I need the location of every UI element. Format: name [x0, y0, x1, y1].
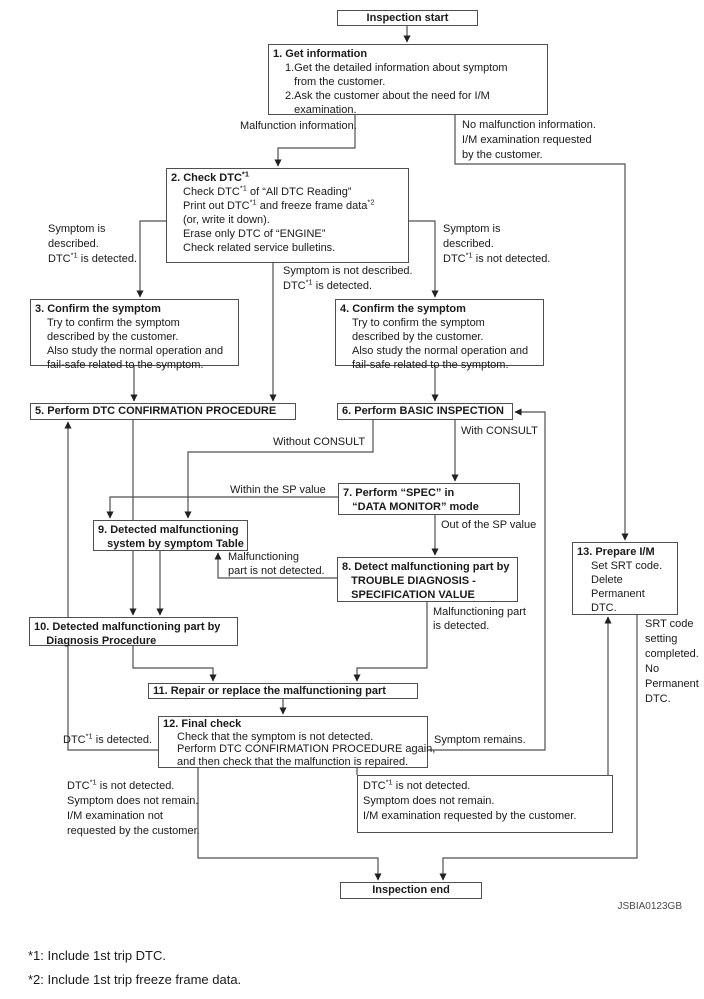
node-body: [35, 316, 234, 372]
node-title: 1. Get information: [273, 48, 368, 60]
flow-node-spec-data-monitor: [338, 483, 520, 515]
text-line: Symptom is: [48, 223, 106, 235]
node-body: [343, 486, 515, 514]
text-line: part is not detected.: [228, 565, 325, 577]
text-line: completed.: [645, 648, 699, 660]
text-line: and then check that the malfunction is repaired.: [177, 755, 409, 768]
node-title: 3. Confirm the symptom: [35, 303, 161, 315]
flow-node-dtc-confirmation-procedure: [30, 403, 296, 420]
text-line: Permanent: [591, 588, 645, 600]
text-line: Permanent: [645, 678, 699, 690]
flow-node-diagnosis-procedure: [29, 617, 238, 646]
edge-label-malfunction-information: Malfunction information.: [240, 120, 357, 132]
node-body: [340, 316, 539, 372]
flow-node-confirm-symptom-3: [30, 299, 239, 371]
flow-node-final-check: [158, 716, 436, 768]
text-line: 10. Detected malfunctioning part by: [34, 621, 221, 633]
text-line: Try to confirm the symptom: [352, 317, 485, 329]
text-line: SPECIFICATION VALUE: [342, 589, 475, 601]
text-line: by the customer.: [462, 149, 543, 161]
edge-label-malfunctioning-part-detected: [433, 605, 526, 633]
text-line: TROUBLE DIAGNOSIS -: [342, 575, 476, 587]
edge-label-within-sp-value: Within the SP value: [230, 484, 326, 496]
footnote-2: *2: Include 1st trip freeze frame data.: [28, 972, 242, 987]
text-line: described.: [48, 238, 99, 250]
node-title: 2. Check DTC$^{*1}$: [171, 169, 250, 184]
edge-label-srt-code-setting-completed: [645, 617, 699, 707]
flow-node-symptom-table: [93, 520, 248, 551]
text-line: I/M examination requested by the customer.: [363, 810, 577, 822]
flow-node-repair-replace: [148, 683, 418, 699]
text-line: described by the customer.: [352, 331, 484, 343]
text-line: fail-safe related to the symptom.: [352, 359, 509, 371]
text-line: SRT code: [645, 618, 694, 630]
text-line: Check that the symptom is not detected.: [177, 730, 374, 743]
text-line: Malfunctioning part: [433, 606, 526, 618]
text-line: DTC.: [645, 693, 671, 705]
edge-label-dtc-detected: DTC$^{*1}$ is detected.: [63, 731, 153, 746]
node-body: [98, 523, 243, 551]
text-line: 8. Detect malfunctioning part by: [342, 561, 510, 573]
text-line: requested by the customer.: [67, 825, 200, 837]
text-line: examination.: [285, 104, 357, 116]
node-title: 11. Repair or replace the malfunctioning part: [153, 685, 386, 697]
edge-label-symptom-described-dtc-not-detected: [443, 222, 550, 267]
text-line: described.: [443, 238, 494, 250]
node-title: 5. Perform DTC CONFIRMATION PROCEDURE: [35, 405, 277, 417]
text-line: (or, write it down).: [183, 214, 270, 226]
node-title: 13. Prepare I/M: [577, 546, 655, 558]
text-line: Diagnosis Procedure: [34, 635, 157, 647]
text-line: Perform DTC CONFIRMATION PROCEDURE again,: [177, 743, 436, 755]
text-line: fail-safe related to the symptom.: [47, 359, 204, 371]
text-line: DTC$^{*1}$ is detected.: [283, 277, 373, 292]
text-line: Set SRT code.: [591, 560, 663, 572]
text-line: Symptom is not described.: [283, 265, 413, 277]
flow-node-get-information: [268, 44, 548, 115]
text-line: 9. Detected malfunctioning: [98, 524, 239, 536]
node-body: [577, 559, 673, 615]
text-line: from the customer.: [285, 76, 386, 88]
node-body: [342, 560, 513, 602]
edge-label-symptom-described-dtc-detected: [48, 222, 137, 267]
edge-label-dtc-not-detected-not-requested: [67, 779, 200, 839]
text-line: DTC$^{*1}$ is detected.: [48, 250, 138, 265]
text-line: Symptom is: [443, 223, 501, 235]
text-line: Erase only DTC of “ENGINE”: [183, 228, 326, 240]
figure-code: JSBIA0123GB: [617, 901, 682, 912]
text-line: Also study the normal operation and: [352, 345, 529, 357]
node-title: 6. Perform BASIC INSPECTION: [342, 405, 504, 417]
node-body: [163, 730, 436, 769]
text-line: is detected.: [433, 620, 490, 632]
text-line: setting: [645, 633, 678, 645]
flow-node-inspection-start: Inspection start: [337, 10, 478, 26]
text-line: Malfunctioning: [228, 551, 299, 563]
node-body: [171, 185, 404, 255]
text-line: Also study the normal operation and: [47, 345, 224, 357]
text-line: Check DTC$^{*1}$ of “All DTC Reading”: [183, 183, 352, 198]
text-line: DTC$^{*1}$ is not detected.: [443, 250, 551, 265]
text-line: Symptom does not remain.: [363, 795, 495, 807]
edge-label-no-malfunction-information: [462, 118, 596, 163]
edge-label-malfunctioning-part-not-detected: [228, 550, 325, 578]
text-line: DTC.: [591, 602, 617, 614]
edge-label-without-consult: Without CONSULT: [273, 436, 366, 448]
edge-label-symptom-not-described: [283, 264, 413, 294]
text-line: Check related service bulletins.: [183, 242, 336, 254]
node-title: 12. Final check: [163, 718, 242, 730]
text-line: Print out DTC$^{*1}$ and freeze frame data$^{*2}$: [183, 197, 375, 212]
text-line: No malfunction information.: [462, 119, 596, 131]
text-line: DTC$^{*1}$ is not detected.: [363, 777, 471, 792]
node-body: [273, 61, 543, 117]
flow-node-prepare-im: [572, 542, 678, 615]
flow-node-basic-inspection: [337, 403, 513, 420]
flow-node-inspection-end: Inspection end: [340, 882, 482, 899]
text-line: system by symptom Table: [98, 538, 244, 550]
text-line: Symptom does not remain.: [67, 795, 199, 807]
text-line: 7. Perform “SPEC” in: [343, 487, 455, 499]
node-body: [363, 779, 607, 824]
node-body: [34, 620, 233, 648]
text-line: Try to confirm the symptom: [47, 317, 180, 329]
footnote-1: *1: Include 1st trip DTC.: [28, 948, 166, 963]
text-line: described by the customer.: [47, 331, 179, 343]
flow-node-result-label-box: [357, 775, 613, 833]
text-line: Delete: [591, 574, 623, 586]
flow-node-confirm-symptom-4: [335, 299, 544, 371]
text-line: I/M examination requested: [462, 134, 592, 146]
text-line: I/M examination not: [67, 810, 163, 822]
edge-label-with-consult: With CONSULT: [461, 425, 538, 437]
text-line: 2.Ask the customer about the need for I/M: [285, 90, 490, 102]
text-line: No: [645, 663, 660, 675]
edge-label-symptom-remains: Symptom remains.: [434, 734, 526, 746]
flow-node-check-dtc: [166, 168, 409, 263]
text-line: “DATA MONITOR” mode: [343, 501, 479, 513]
flow-node-detect-part-spec-value: [337, 557, 518, 602]
node-title: 4. Confirm the symptom: [340, 303, 466, 315]
text-line: 1.Get the detailed information about symptom: [285, 62, 508, 74]
edge-label-out-of-sp-value: Out of the SP value: [441, 519, 537, 531]
text-line: DTC$^{*1}$ is not detected.: [67, 777, 175, 792]
